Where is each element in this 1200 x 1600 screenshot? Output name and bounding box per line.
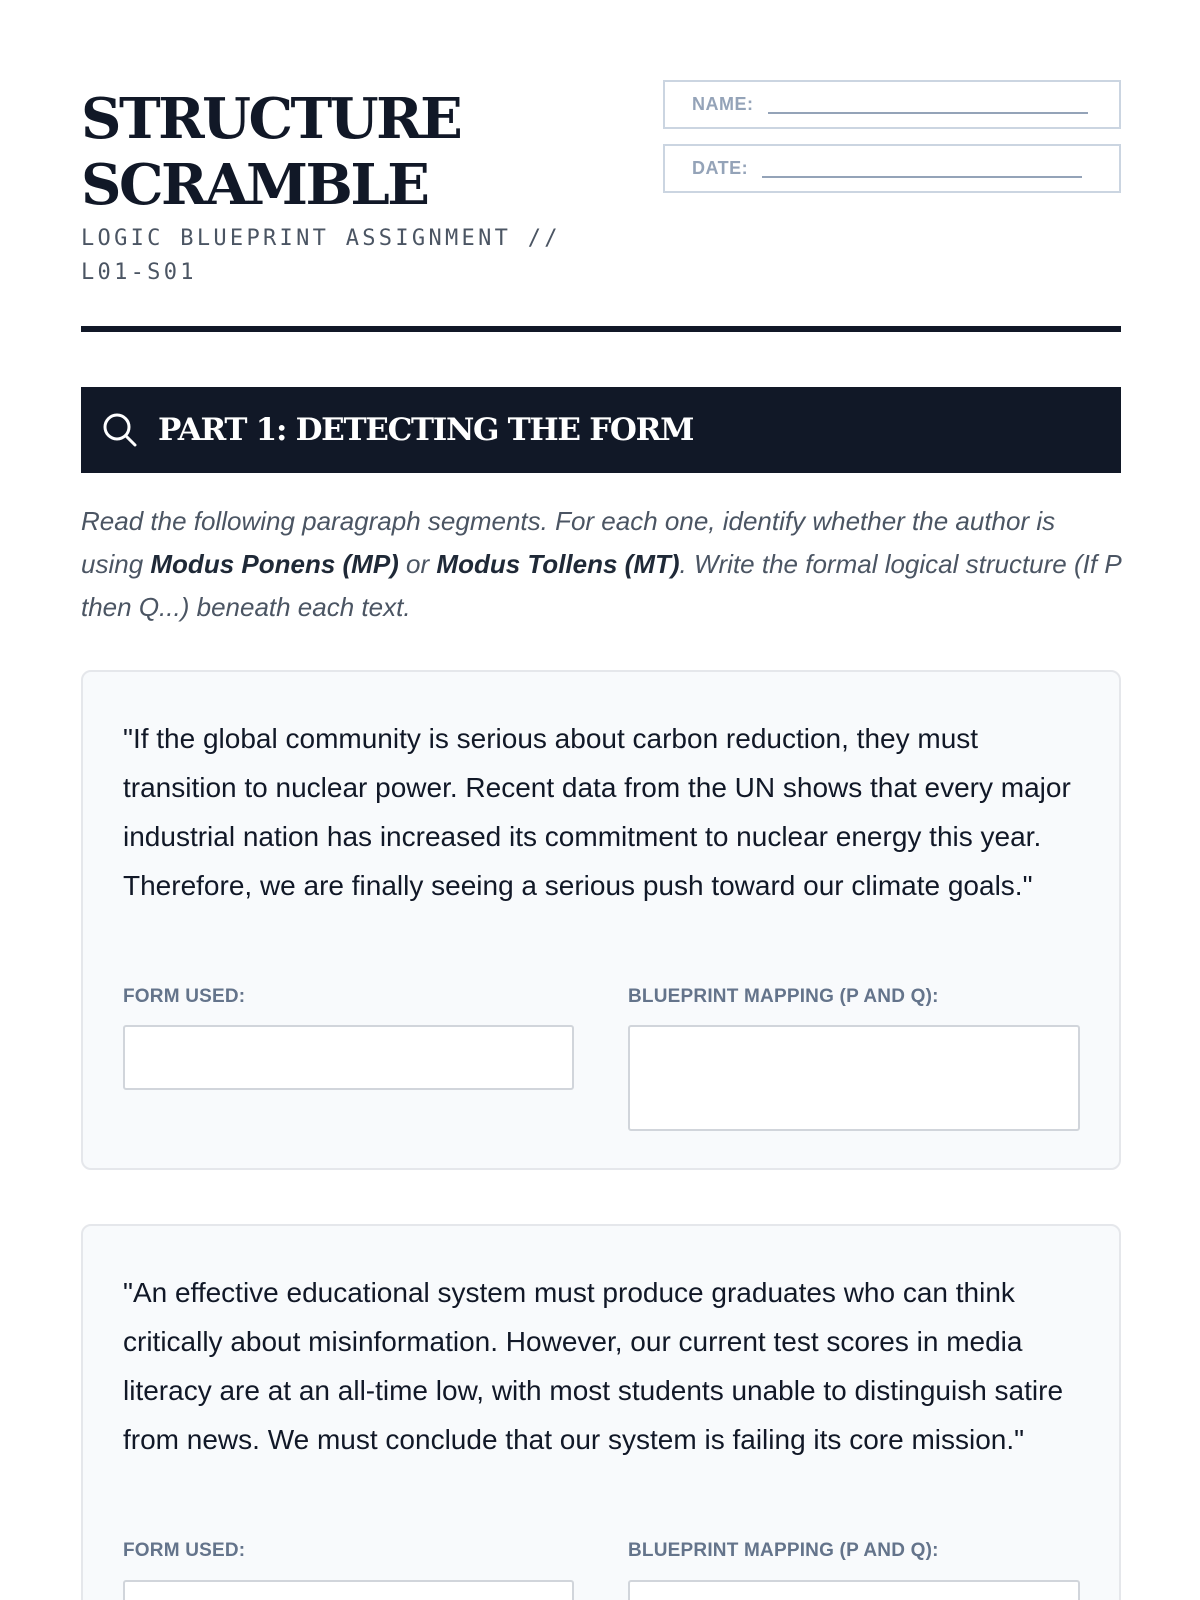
instructions-part-2: or [398,549,437,579]
title-line-1: STRUCTURE [81,86,461,152]
section-header-part-1 [81,387,1121,473]
form-used-input[interactable] [123,1025,574,1090]
assignment-code: LOGIC BLUEPRINT ASSIGNMENT // L01-S01 [81,226,561,285]
title-line-2: SCRAMBLE [81,152,428,218]
header-divider [81,326,1121,332]
form-used-input[interactable] [123,1580,574,1600]
date-field[interactable] [663,144,1121,193]
search-icon [102,412,138,448]
exercise-card-1 [81,670,1121,1170]
blueprint-mapping-input[interactable] [628,1580,1080,1600]
instructions [81,500,1121,629]
exercise-passage: "An effective educational system must produce graduates who can think critically about misinformation. However, our current test scores in media literacy are at an all-time low, with most students unable to distinguish satire from news. We must conclude that our system is failing its core mission." [123,1277,1064,1455]
exercise-passage: "If the global community is serious about carbon reduction, they must transition to nuclear power. Recent data from the UN shows that every major industrial nation has increased its commitment to nuclear energy this year. Therefore, we are finally seeing a serious push toward our climate goals." [123,723,1071,901]
modus-tollens-term: Modus Tollens (MT) [436,549,680,579]
worksheet-header [81,80,1121,290]
date-label: DATE: [692,158,749,178]
name-label: NAME: [692,94,754,114]
section-title: PART 1: DETECTING THE FORM [158,412,694,448]
instructions-part-1: Read the following paragraph segments. For each one, identify whether the author is using [81,506,1056,579]
worksheet-page [81,0,1121,1600]
form-used-label: FORM USED: [123,986,246,1007]
date-write-line[interactable] [762,176,1082,178]
blueprint-mapping-input[interactable] [628,1025,1080,1131]
modus-ponens-term: Modus Ponens (MP) [150,549,399,579]
exercise-card-2 [81,1224,1121,1600]
worksheet-title [81,86,641,218]
name-field[interactable] [663,80,1121,129]
blueprint-mapping-label: BLUEPRINT MAPPING (P AND Q): [628,1540,939,1561]
instructions-part-3: . Write the formal logical structure (If P then Q...) beneath each text. [81,549,1121,622]
blueprint-mapping-label: BLUEPRINT MAPPING (P AND Q): [628,986,939,1007]
name-write-line[interactable] [768,112,1088,114]
form-used-label: FORM USED: [123,1540,246,1561]
